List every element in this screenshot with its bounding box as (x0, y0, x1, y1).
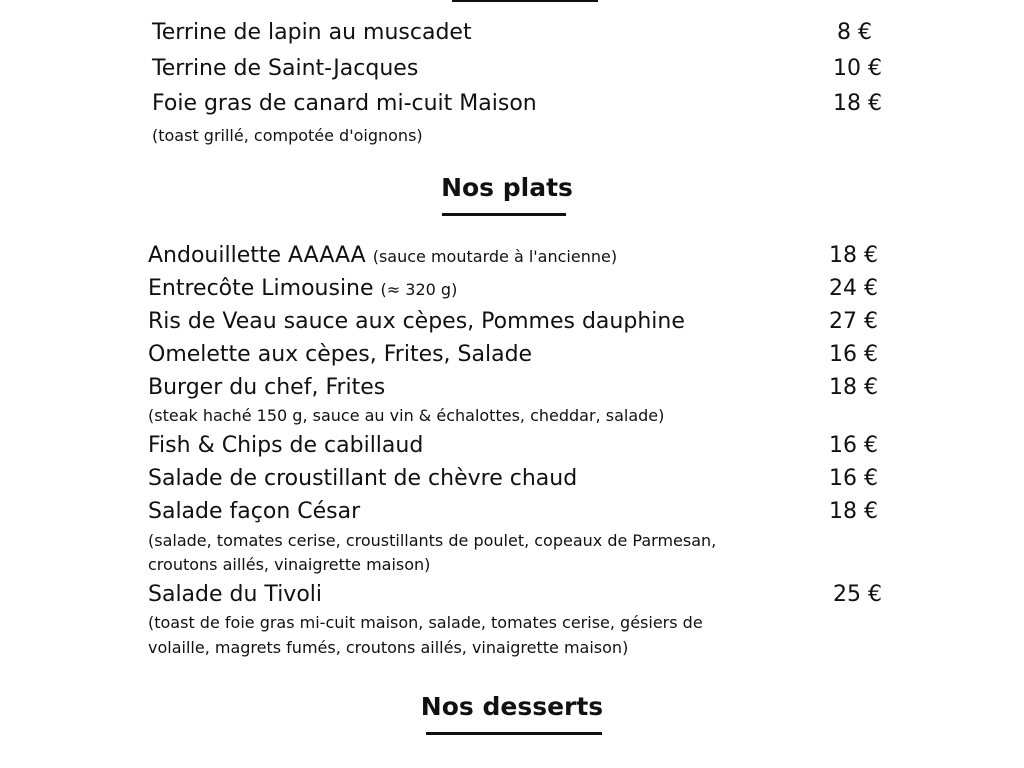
plat-price-1: 24 € (829, 276, 878, 301)
plat-name-8: Salade du Tivoli (148, 582, 323, 607)
section-underline-desserts (426, 732, 602, 735)
plat-name-0 (148, 242, 617, 271)
starter-price-0: 8 € (837, 20, 872, 45)
plat-name-1 (148, 275, 457, 304)
plat-name-5: Fish & Chips de cabillaud (148, 433, 424, 458)
plat-note-1: (≈ 320 g) (380, 280, 458, 299)
plat-price-2: 27 € (829, 309, 878, 334)
starter-price-1: 10 € (833, 56, 882, 81)
plat-price-6: 16 € (829, 466, 878, 491)
starter-name-0: Terrine de lapin au muscadet (152, 20, 472, 45)
plat-price-3: 16 € (829, 342, 878, 367)
plat-name-3: Omelette aux cèpes, Frites, Salade (148, 342, 533, 367)
section-title-plats: Nos plats (441, 173, 573, 202)
section-title-desserts: Nos desserts (420, 692, 604, 721)
starter-price-2: 18 € (833, 91, 882, 116)
plat-desc-8a: (toast de foie gras mi-cuit maison, salade, tomates cerise, gésiers de (148, 613, 703, 632)
plat-name-4: Burger du chef, Frites (148, 375, 386, 400)
plat-desc-8b: volaille, magrets fumés, croutons aillés, vinaigrette maison) (148, 638, 629, 657)
starter-name-1: Terrine de Saint-Jacques (152, 56, 419, 81)
plat-price-4: 18 € (829, 375, 878, 400)
plat-price-0: 18 € (829, 243, 878, 268)
plat-note-0: (sauce moutarde à l'ancienne) (372, 247, 618, 266)
plat-price-5: 16 € (829, 433, 878, 458)
plat-desc-7a: (salade, tomates cerise, croustillants de poulet, copeaux de Parmesan, (148, 531, 717, 550)
plat-price-7: 18 € (829, 499, 878, 524)
section-underline-plats (442, 213, 566, 216)
plat-name-6: Salade de croustillant de chèvre chaud (148, 466, 578, 491)
plat-desc-7b: croutons aillés, vinaigrette maison) (148, 555, 431, 574)
plat-price-8: 25 € (833, 582, 882, 607)
plat-name-2: Ris de Veau sauce aux cèpes, Pommes dauphine (148, 309, 685, 334)
plat-desc-4: (steak haché 150 g, sauce au vin & échalottes, cheddar, salade) (148, 406, 665, 425)
starter-name-2: Foie gras de canard mi-cuit Maison (152, 91, 537, 116)
section-underline-top (452, 0, 598, 2)
plat-title-0: Andouillette AAAAA (148, 243, 366, 268)
starter-desc-2: (toast grillé, compotée d'oignons) (152, 126, 423, 145)
plat-title-1: Entrecôte Limousine (148, 276, 374, 301)
plat-name-7: Salade façon César (148, 499, 361, 524)
